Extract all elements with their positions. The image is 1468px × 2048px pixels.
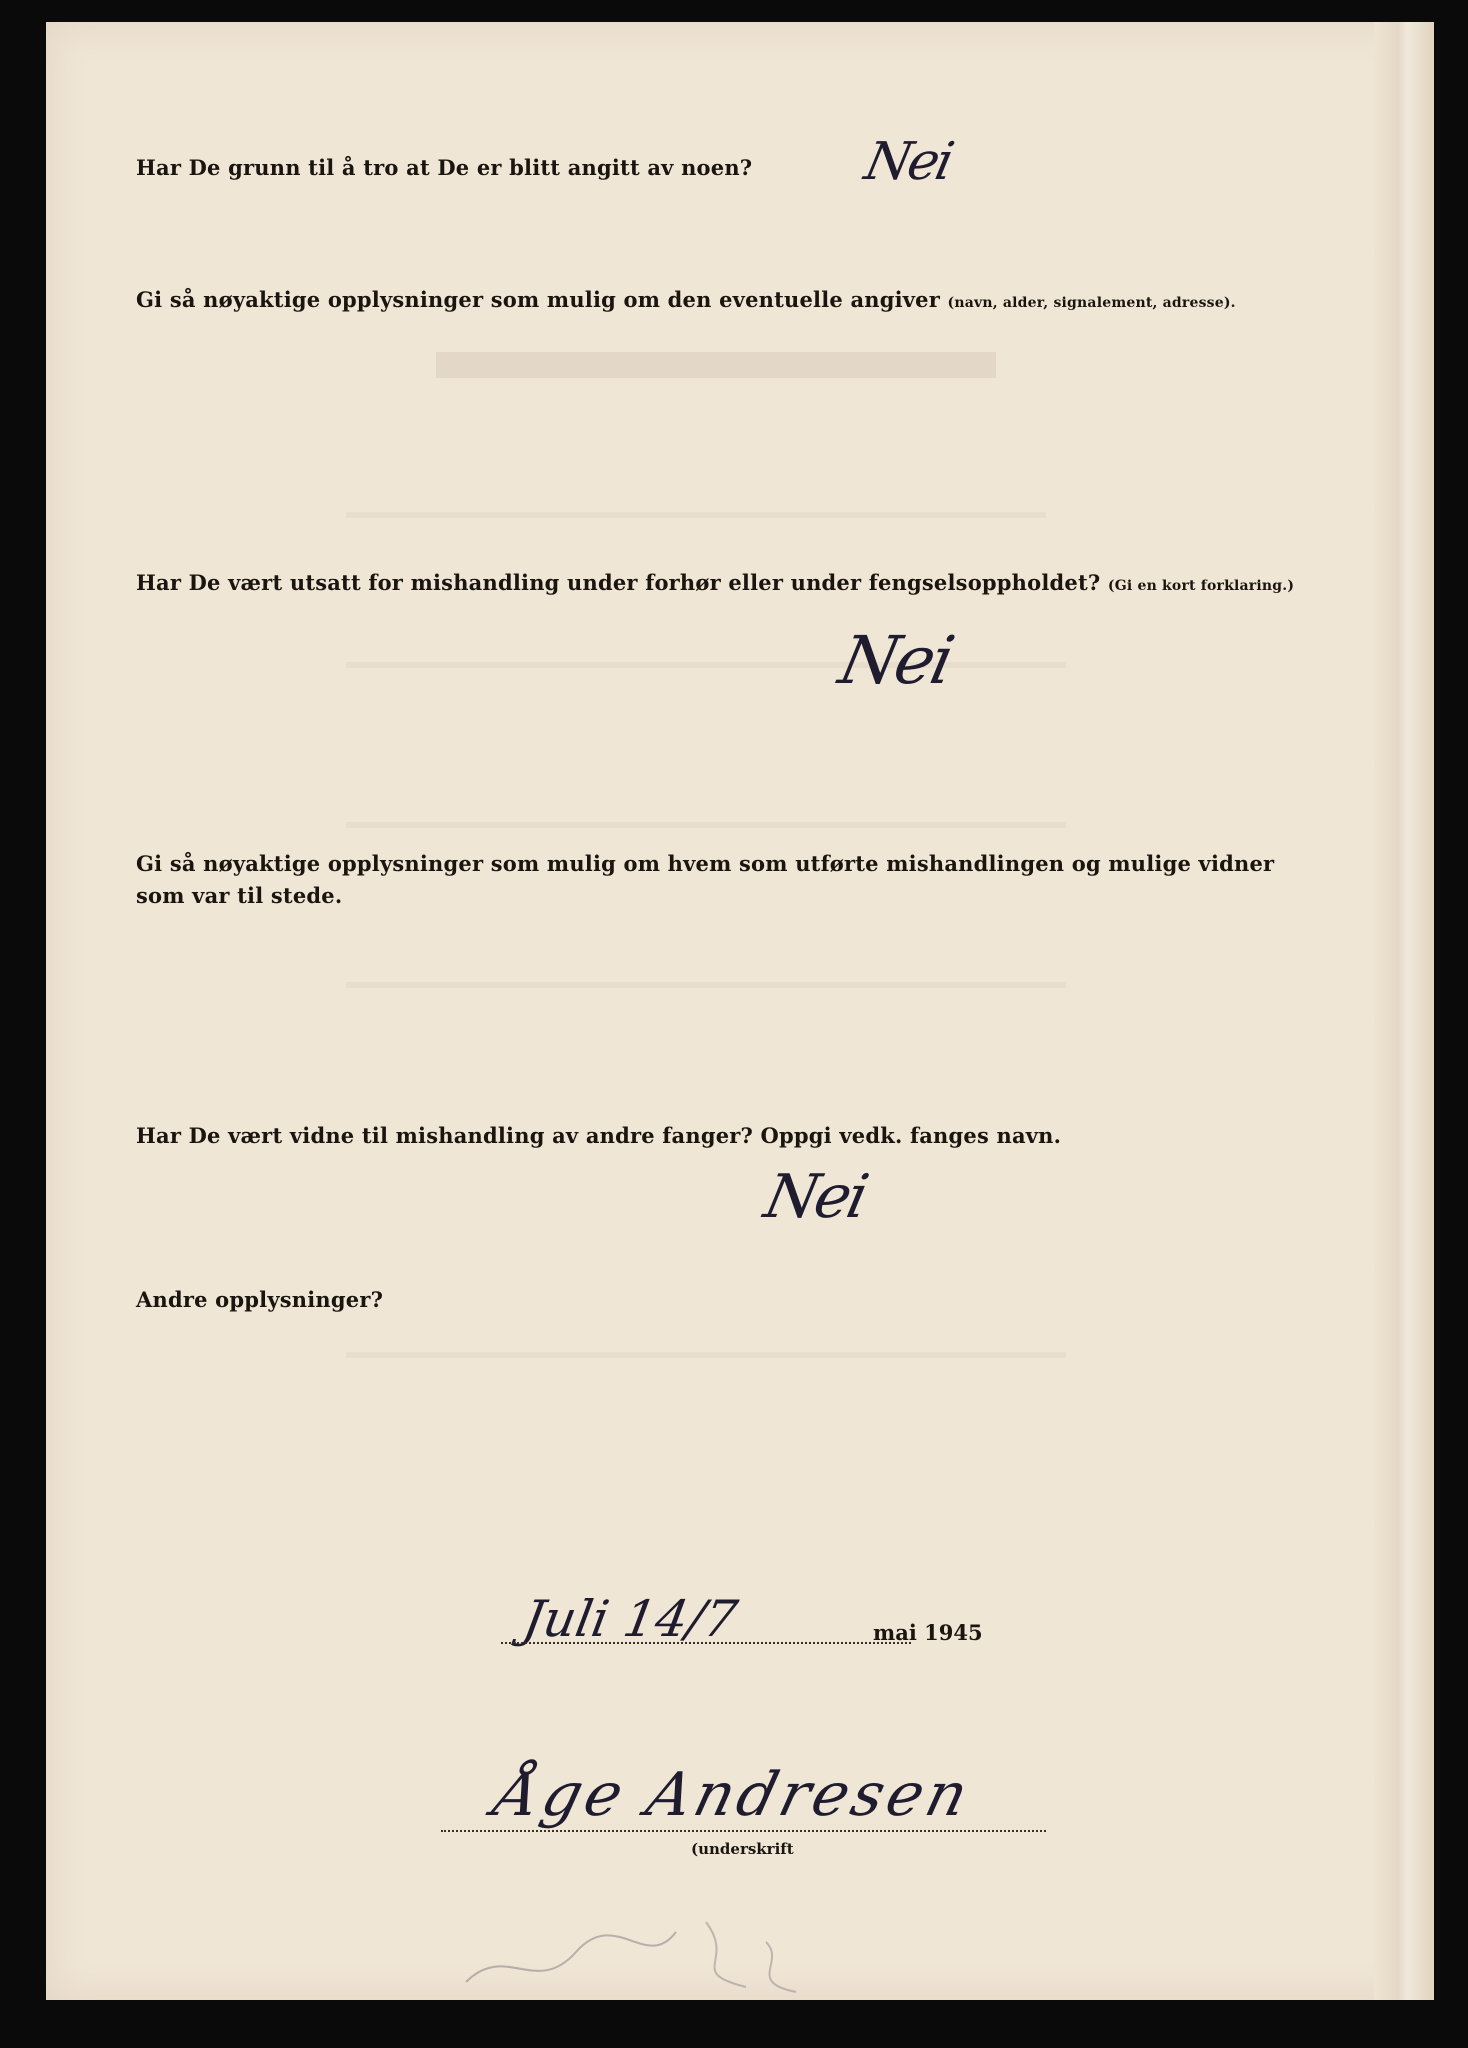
question-vitness <box>136 1120 1061 1152</box>
signature-dotted-line <box>441 1830 1046 1832</box>
question-who-line2: som var til stede. <box>136 882 343 908</box>
question-vitness-text: Har De vært vidne til mishandling av andre fanger? Oppgi vedk. fanges navn. <box>136 1123 1062 1148</box>
question-andre <box>136 1284 383 1316</box>
question-mishandling-who <box>136 848 1274 911</box>
form-page <box>46 22 1434 2000</box>
question-angiver-details <box>136 284 1236 316</box>
date-dotted-line <box>501 1642 911 1644</box>
question-andre-text: Andre opplysninger? <box>136 1287 384 1312</box>
signature-handwritten: Åge Andresen <box>487 1760 979 1830</box>
question-who-line1: Gi så nøyaktige opplysninger som mulig om hvem som utførte mishandlingen og mulige vidner <box>136 851 1275 876</box>
question-angitt-text: Har De grunn til å tro at De er blitt angitt av noen? <box>136 155 753 180</box>
date-handwritten: Juli 14/7 <box>518 1590 742 1648</box>
answer-vitness: Nei <box>758 1162 872 1232</box>
signature-caption: (underskrift <box>691 1840 794 1858</box>
question-mishandling-text: Har De vært utsatt for mishandling under forhør eller under fengselsoppholdet? <box>136 570 1101 595</box>
question-mishandling <box>136 567 1294 599</box>
answer-mishandling: Nei <box>832 622 959 699</box>
paper-fold-edge <box>1374 22 1434 2000</box>
pencil-scribble <box>446 1902 866 2000</box>
question-angitt <box>136 152 752 184</box>
date-printed-suffix: mai 1945 <box>873 1620 983 1645</box>
question-angiver-text: Gi så nøyaktige opplysninger som mulig om den eventuelle angiver <box>136 287 941 312</box>
answer-angitt: Nei <box>859 132 957 192</box>
question-mishandling-note: (Gi en kort forklaring.) <box>1107 578 1295 594</box>
question-angiver-note: (navn, alder, signalement, adresse). <box>947 295 1236 311</box>
